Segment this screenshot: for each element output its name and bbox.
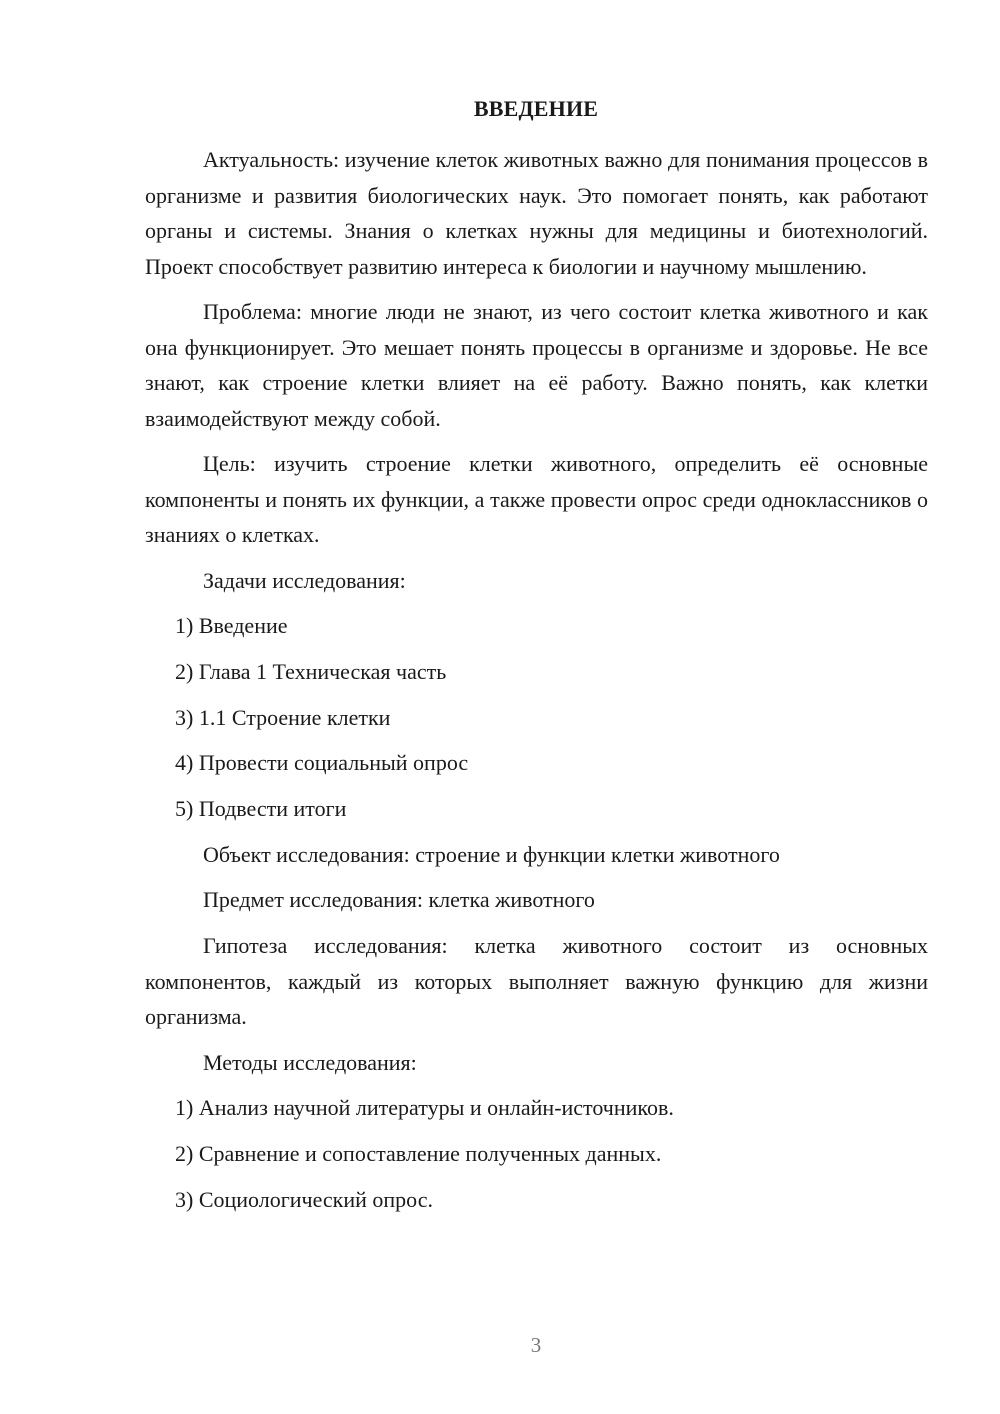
list-item: 1) Введение [175,613,288,639]
list-item: 3) Социологический опрос. [175,1186,433,1212]
tasks-heading: Задачи исследования: [203,567,406,593]
research-subject: Предмет исследования: клетка животного [203,887,595,913]
goal-paragraph: Цель: изучить строение клетки животного, определить её основные компоненты и понять их функции, а также провести опрос среди одноклассников о знаниях о клетках. [145,451,928,547]
relevance-paragraph: Актуальность: изучение клеток животных важно для понимания процессов в организме и развития биологических наук. Это помогает понять, как работают органы и системы. Знания о клетках нужны для медицины и биотехнологий. Проект способствует развитию интереса к биологии и научному мышлению. [145,147,928,279]
methods-list [145,1090,928,1217]
tasks-list [145,608,928,826]
list-item: 2) Сравнение и сопоставление полученных данных. [175,1140,662,1166]
page-number: 3 [530,1333,542,1357]
research-object: Объект исследования: строение и функции клетки животного [203,841,780,867]
list-item: 4) Провести социальный опрос [175,750,469,776]
list-item: 1) Анализ научной литературы и онлайн-источников. [175,1095,674,1121]
hypothesis-paragraph: Гипотеза исследования: клетка животного состоит из основных компонентов, каждый из которых выполняет важную функцию для жизни организма. [145,933,928,1029]
list-item: 3) 1.1 Строение клетки [175,704,391,730]
section-title: ВВЕДЕНИЕ [473,96,599,121]
list-item: 5) Подвести итоги [175,795,347,821]
list-item: 2) Глава 1 Техническая часть [175,658,447,684]
document-body [145,142,928,1227]
problem-paragraph: Проблема: многие люди не знают, из чего состоит клетка животного и как она функционирует. Это мешает понять процессы в организме и здоровье. Не все знают, как строение клетки влияет на её работу. Важно понять, как клетки взаимодействуют между собой. [145,299,928,431]
methods-heading: Методы исследования: [203,1049,417,1075]
